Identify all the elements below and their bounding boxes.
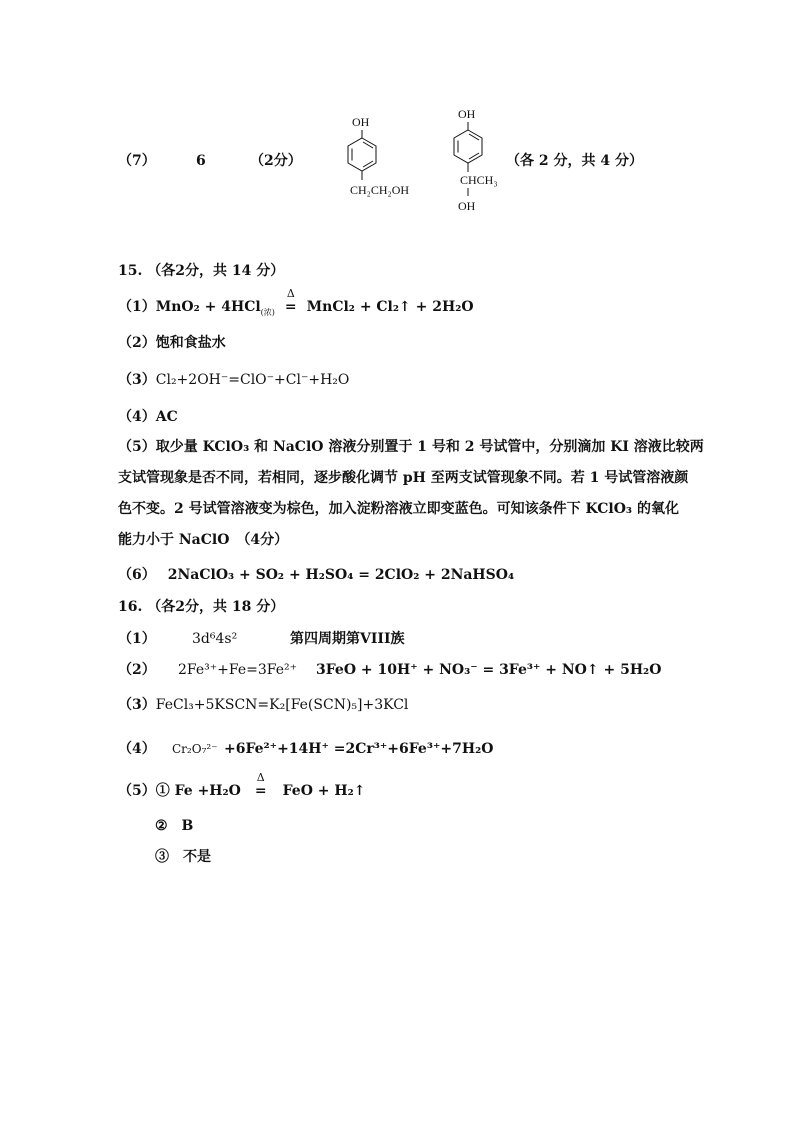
q16-l5-rhs: FeO + H₂↑ — [282, 783, 366, 799]
q15-l6-label: （6） — [118, 567, 156, 583]
q15-line-5d: 能力小于 NaClO （4分） — [118, 532, 289, 548]
q16-l2-eq1: 2Fe³⁺+Fe=3Fe²⁺ — [178, 662, 297, 678]
mol2-top-label: OH — [458, 107, 476, 121]
q15-line-1 — [118, 287, 474, 318]
q16-line-3 — [118, 696, 408, 714]
q16-l5-lhs: Fe +H₂O — [174, 783, 241, 799]
q16-header: 16. （各2分，共 18 分） — [118, 599, 285, 615]
q16-line-5 — [118, 771, 366, 800]
q15-line-4: （4）AC — [118, 409, 178, 425]
delta-icon: Δ — [256, 771, 265, 784]
q14-7-answer: 6 — [196, 153, 206, 169]
q16-l5-heat-arrow: Δ = — [250, 782, 272, 800]
q15-line-5a: （5）取少量 KClO₃ 和 NaClO 溶液分别置于 1 号和 2 号试管中，分别滴加 KI 溶液比较两 — [118, 439, 704, 455]
q15-line-5c: 色不变。2 号试管溶液变为棕色，加入淀粉溶液立即变蓝色。可知该条件下 KClO₃ 的氧化 — [118, 501, 679, 517]
q16-l1-period: 第四周期第VIII族 — [290, 631, 405, 647]
q16-l4-dichromate: Cr₂O₇²⁻ — [172, 742, 218, 756]
q15-l6-equation: 2NaClO₃ + SO₂ + H₂SO₄ = 2ClO₂ + 2NaHSO₄ — [167, 567, 515, 583]
q16-l2-label: （2） — [118, 662, 156, 678]
delta-icon: Δ — [286, 287, 295, 300]
q16-l1-label: （1） — [118, 631, 156, 647]
q15-l1-heat-arrow: Δ = — [280, 298, 302, 316]
q16-l4-equation: +6Fe²⁺+14H⁺ =2Cr³⁺+6Fe³⁺+7H₂O — [224, 741, 494, 757]
q15-line-2: （2）饱和食盐水 — [118, 335, 226, 351]
q16-line-5-3: ③ 不是 — [155, 849, 211, 865]
q16-l4-label: （4） — [118, 741, 156, 757]
q16-l1-config: 3d⁶4s² — [192, 631, 238, 647]
mol2-bottom-label: OH — [458, 199, 476, 213]
q15-l3-label: （3） — [118, 372, 156, 388]
q15-line-6 — [118, 566, 514, 584]
q16-l3-equation: FeCl₃+5KSCN=K₂[Fe(SCN)₅]+3KCl — [155, 697, 409, 713]
q14-7-score: （2分） — [250, 153, 302, 169]
q15-l1-lhs: MnO₂ + 4HCl — [155, 299, 261, 315]
q16-l2-eq2: 3FeO + 10H⁺ + NO₃⁻ = 3Fe³⁺ + NO↑ + 5H₂O — [316, 662, 662, 678]
q16-line-4 — [118, 740, 494, 758]
mol1-bottom-label: CH₂CH₂OH — [350, 183, 410, 197]
q14-7-label: （7） — [118, 153, 156, 169]
q15-l3-equation: Cl₂+2OH⁻=ClO⁻+Cl⁻+H₂O — [155, 372, 350, 388]
q15-header: 15. （各2分，共 14 分） — [118, 263, 285, 279]
q15-line-3 — [118, 371, 349, 389]
q15-l1-label: （1） — [118, 299, 156, 315]
q14-7-total-score: （各 2 分，共 4 分） — [506, 153, 643, 169]
q16-line-2 — [118, 661, 662, 679]
q16-l3-label: （3） — [118, 697, 156, 713]
mol1-top-label: OH — [352, 115, 370, 129]
q16-line-1 — [118, 630, 405, 648]
q15-l1-rhs: MnCl₂ + Cl₂↑ + 2H₂O — [306, 299, 474, 315]
q16-l5-label: （5）① — [118, 783, 175, 799]
q15-line-5b: 支试管现象是否不同，若相同，逐步酸化调节 pH 至两支试管现象不同。若 1 号试管溶液颜 — [118, 470, 689, 486]
q15-l1-condition: (浓) — [260, 308, 275, 317]
molecule-1-structure — [330, 110, 440, 205]
q16-line-5-2: ② B — [155, 818, 194, 834]
mol2-mid-label: CHCH₃ — [460, 173, 498, 187]
